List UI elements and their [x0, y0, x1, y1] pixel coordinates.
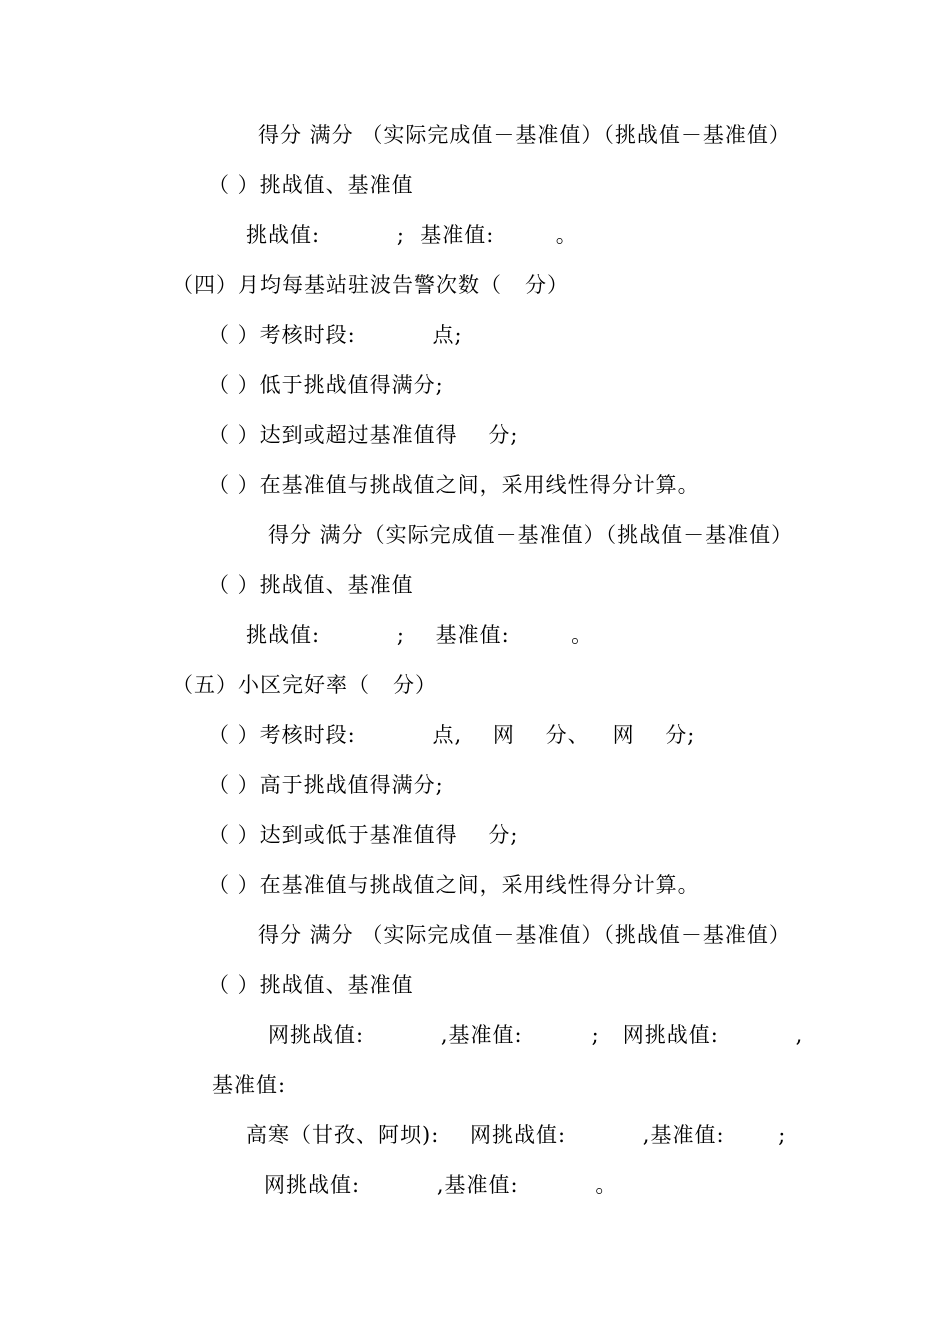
formula-line: 得分 满分 （实际完成值－基准值）（挑战值－基准值） — [258, 923, 791, 947]
baseline-label: 基准值: — [212, 1073, 287, 1097]
clause-full-score: （ ）低于挑战值得满分; — [208, 373, 444, 397]
clause-challenge-baseline: （ ）挑战值、基准值 — [208, 573, 414, 597]
clause-full-score: （ ）高于挑战值得满分; — [208, 773, 444, 797]
clause-challenge-baseline: （ ）挑战值、基准值 — [208, 973, 414, 997]
clause-baseline-score: （ ）达到或低于基准值得 分; — [208, 823, 519, 847]
high-cold-region-values: 高寒（甘孜、阿坝): 网挑战值: ,基准值: ; — [246, 1123, 787, 1147]
formula-line: 得分 满分（实际完成值－基准值）（挑战值－基准值） — [268, 523, 794, 547]
clause-assessment-period: （ ）考核时段: 点, 网 分、 网 分; — [208, 723, 696, 747]
network-challenge-values: 网挑战值: ,基准值: 。 — [264, 1173, 618, 1197]
section-heading-4: （四）月均每基站驻波告警次数（ 分） — [172, 273, 570, 297]
challenge-baseline-values: 挑战值: ; 基准值: 。 — [246, 623, 594, 647]
section-heading-5: （五）小区完好率（ 分） — [172, 673, 438, 697]
clause-baseline-score: （ ）达到或超过基准值得 分; — [208, 423, 519, 447]
clause-assessment-period: （ ）考核时段: 点; — [208, 323, 463, 347]
formula-line: 得分 满分 （实际完成值－基准值）（挑战值－基准值） — [258, 123, 791, 147]
clause-linear-score: （ ）在基准值与挑战值之间，采用线性得分计算。 — [208, 473, 700, 497]
challenge-baseline-values: 挑战值: ; 基准值: 。 — [246, 223, 578, 247]
clause-challenge-baseline: （ ）挑战值、基准值 — [208, 173, 414, 197]
network-challenge-values: 网挑战值: ,基准值: ; 网挑战值: , — [268, 1023, 804, 1047]
clause-linear-score: （ ）在基准值与挑战值之间，采用线性得分计算。 — [208, 873, 700, 897]
